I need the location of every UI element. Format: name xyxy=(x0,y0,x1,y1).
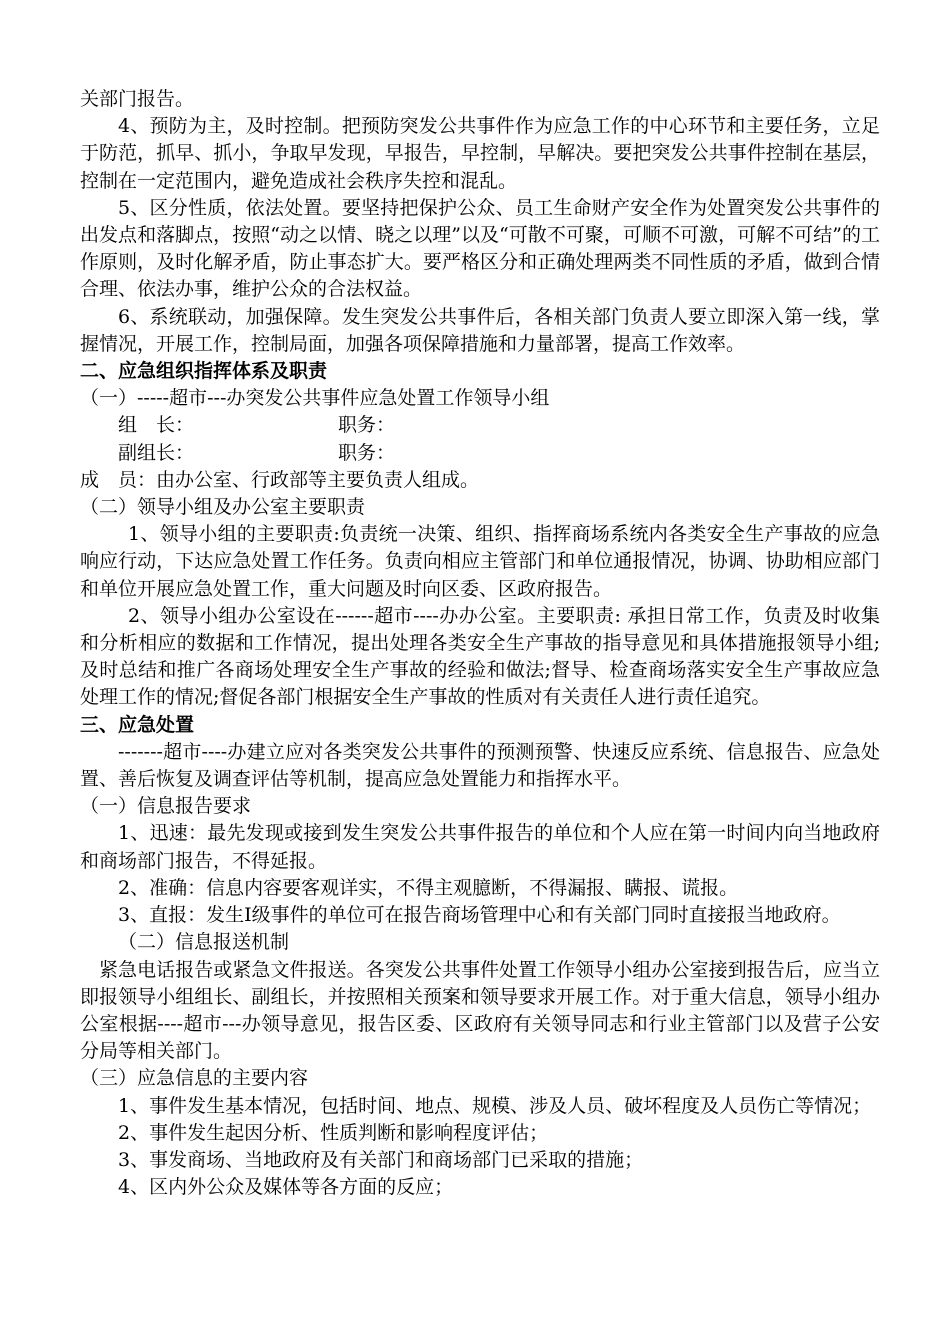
subsection-1-heading: （一）-----超市---办突发公共事件应急处置工作领导小组 xyxy=(80,387,550,410)
requirement-3: 3、直报：发生Ⅰ级事件的单位可在报告商场管理中心和有关部门同时直接报当地政府。 xyxy=(118,904,841,927)
emergency-intro: -------超市----办建立应对各类突发公共事件的预测预警、快速反应系统、信息报告、应急处置、善后恢复及调查评估等机制，提高应急处置能力和指挥水平。 xyxy=(80,740,880,791)
section-heading-3: 三、应急处置 xyxy=(80,713,195,736)
members-line: 成 员：由办公室、行政部等主要负责人组成。 xyxy=(80,468,480,491)
requirement-1: 1、迅速：最先发现或接到发生突发公共事件报告的单位和个人应在第一时间内向当地政府和商场部门报告，不得延报。 xyxy=(80,822,880,872)
content-item-1: 1、事件发生基本情况，包括时间、地点、规模、涉及人员、破坏程度及人员伤亡等情况； xyxy=(118,1094,872,1117)
deputy-label: 副组长： xyxy=(118,441,195,464)
leader-label: 组 长： xyxy=(118,414,195,437)
section-heading-2: 二、应急组织指挥体系及职责 xyxy=(80,360,328,383)
paragraph-continuation: 关部门报告。 xyxy=(80,88,195,110)
principle-6: 6、系统联动，加强保障。发生突发公共事件后，各相关部门负责人要立即深入第一线，掌握情况，开展工作，控制局面，加强各项保障措施和力量部署，提高工作效率。 xyxy=(80,305,880,355)
document-body xyxy=(80,86,880,1201)
content-item-2: 2、事件发生起因分析、性质判断和影响程度评估； xyxy=(118,1121,549,1144)
mechanism-text: 紧急电话报告或紧急文件报送。各突发公共事件处置工作领导小组办公室接到报告后，应当立即报领导小组组长、副组长，并按照相关预案和领导要求开展工作。对于重大信息，领导小组办公室根据----超市---办领导意见，报告区委、区政府有关领导同志和行业主管部门以及营子公安分局等相关部门。 xyxy=(80,958,880,1063)
subsection-report-requirements: （一）信息报告要求 xyxy=(80,795,252,818)
content-item-3: 3、事发商场、当地政府及有关部门和商场部门已采取的措施； xyxy=(118,1148,644,1171)
principle-4: 4、预防为主，及时控制。把预防突发公共事件作为应急工作的中心环节和主要任务，立足于防范，抓早、抓小，争取早发现，早报告，早控制，早解决。要把突发公共事件控制在基层，控制在一定范围内，避免造成社会秩序失控和混乱。 xyxy=(80,115,880,192)
subsection-info-content: （三）应急信息的主要内容 xyxy=(80,1067,309,1090)
duty-2: 2、领导小组办公室设在------超市----办办公室。主要职责: 承担日常工作，负责及时收集和分析相应的数据和工作情况，提出处理各类安全生产事故的指导意见和具体措施报领导小组;及时总结和推广各商场处理安全生产事故的经验和做法;督导、检查商场落实安全生产事故应急处理工作的情况;督促各部门根据安全生产事故的性质对有关责任人进行责任追究。 xyxy=(80,604,880,709)
content-item-4: 4、区内外公众及媒体等各方面的反应； xyxy=(118,1176,454,1199)
leader-row xyxy=(80,412,880,439)
duty-1: 1、领导小组的主要职责:负责统一决策、组织、指挥商场系统内各类安全生产事故的应急响应行动，下达应急处置工作任务。负责向相应主管部门和单位通报情况，协调、协助相应部门和单位开展应急处置工作，重大问题及时向区委、区政府报告。 xyxy=(80,523,880,600)
subsection-report-mechanism: （二）信息报送机制 xyxy=(118,931,290,954)
subsection-2-heading: （二）领导小组及办公室主要职责 xyxy=(80,496,366,519)
deputy-title-label: 职务： xyxy=(338,441,396,464)
leader-title-label: 职务： xyxy=(338,414,396,437)
deputy-row xyxy=(80,440,880,467)
requirement-2: 2、准确：信息内容要客观详实，不得主观臆断，不得漏报、瞒报、谎报。 xyxy=(118,876,739,899)
principle-5: 5、区分性质，依法处置。要坚持把保护公众、员工生命财产安全作为处置突发公共事件的出发点和落脚点，按照“动之以情、晓之以理”以及“可散不可聚，可顺不可激，可解不可结”的工作原则，及时化解矛盾，防止事态扩大。要严格区分和正确处理两类不同性质的矛盾，做到合情合理、依法办事，维护公众的合法权益。 xyxy=(80,196,880,301)
